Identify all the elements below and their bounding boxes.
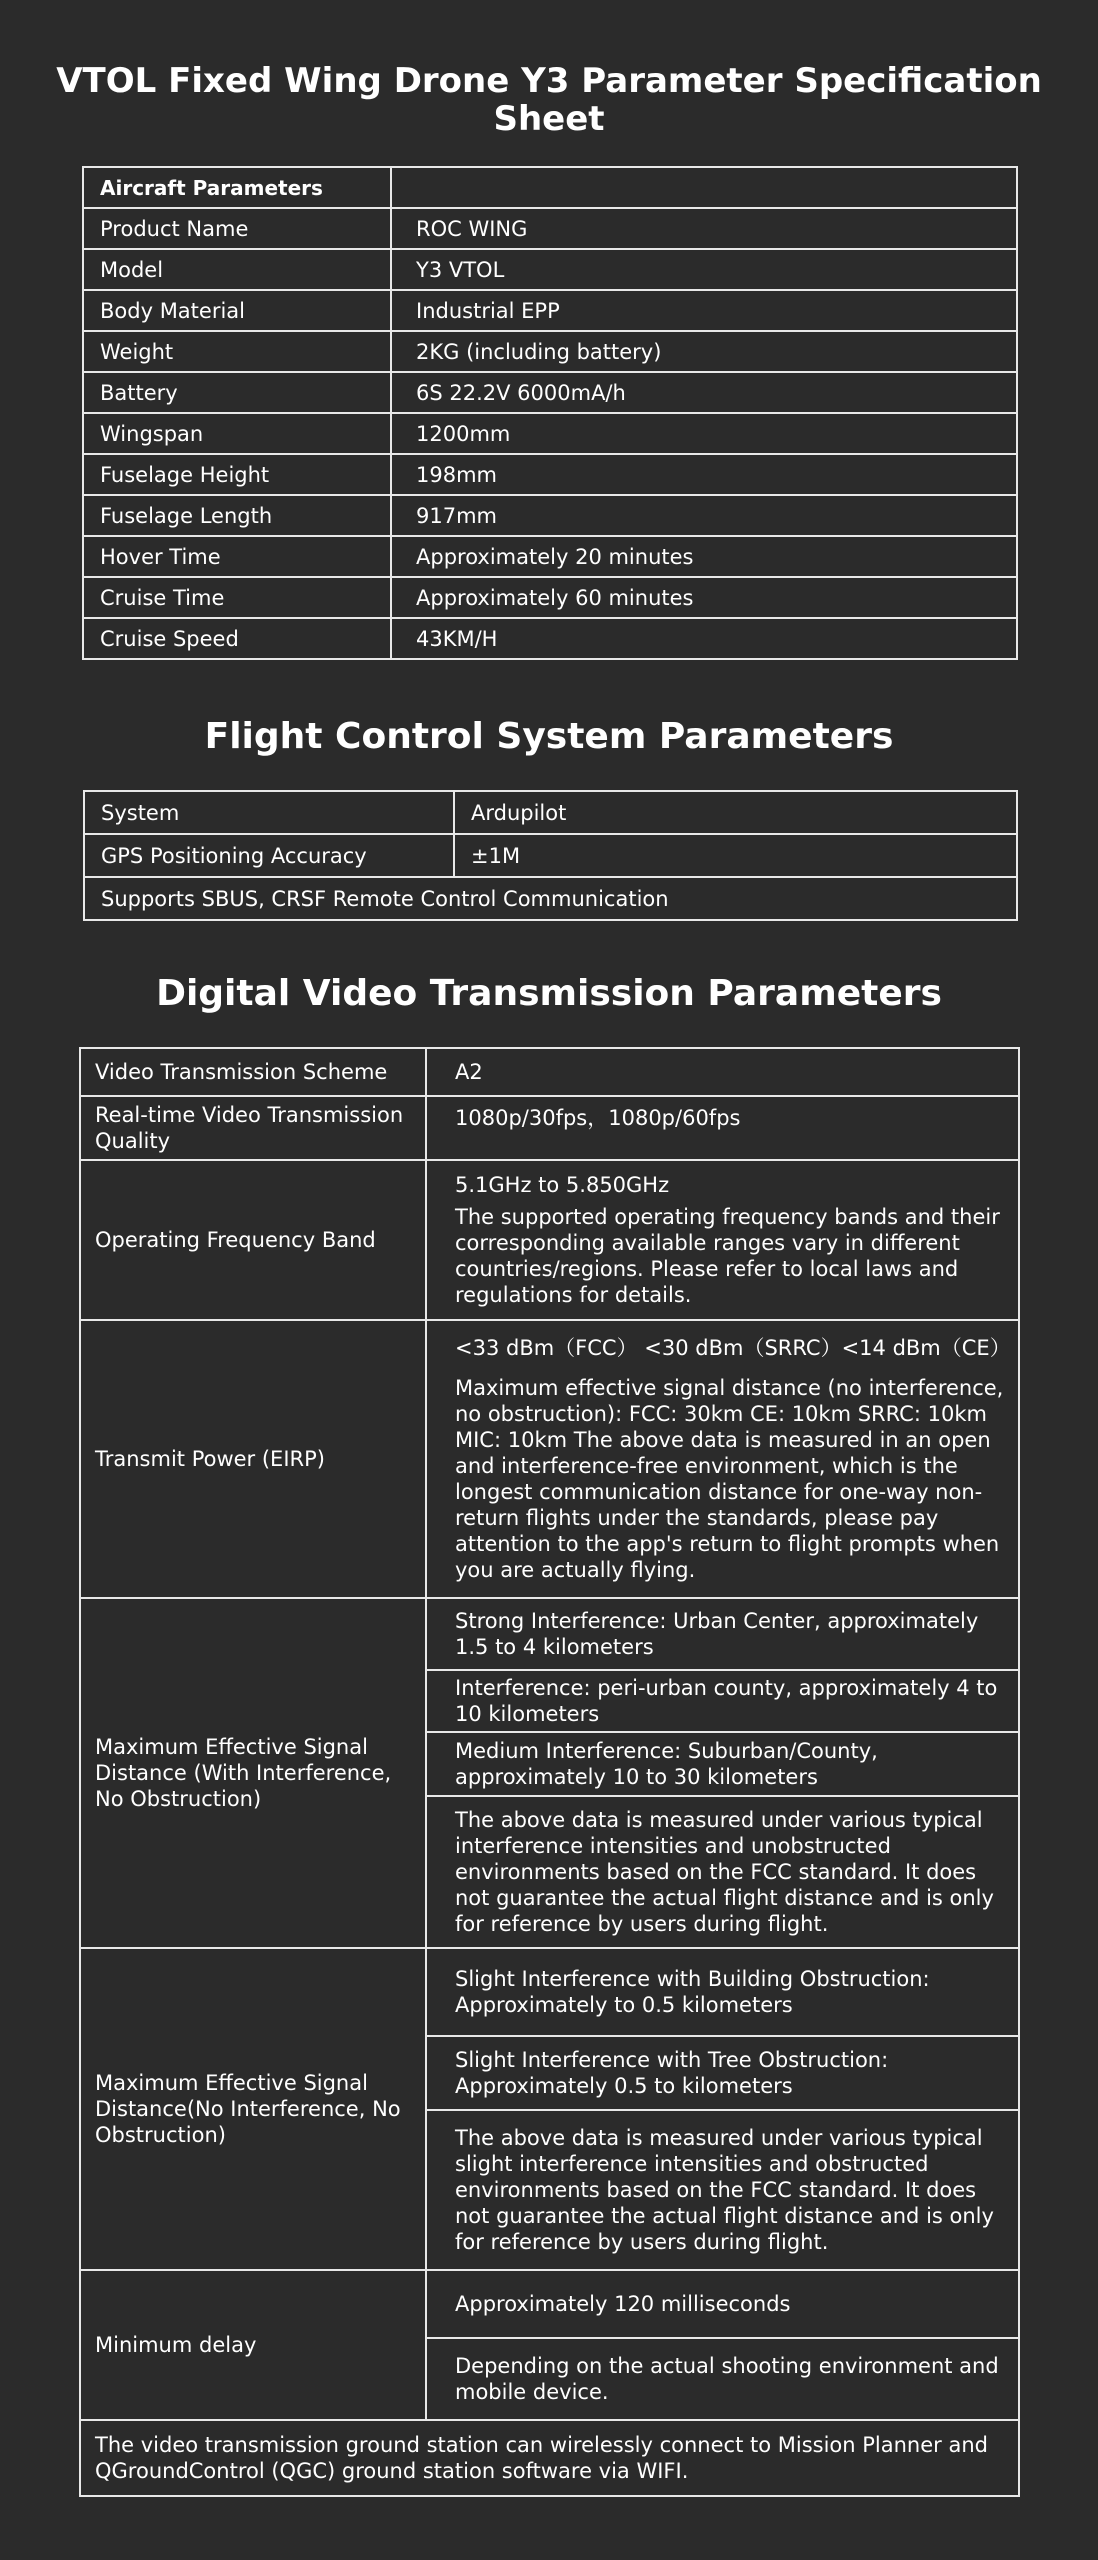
table-row — [83, 290, 1017, 331]
section-title: Digital Video Transmission Parameters — [156, 973, 942, 1014]
table-row — [84, 834, 1017, 877]
param-note: The above data is measured under various typical slight interference intensities and obstructed environments based on the FCC standard. It does not guarantee the actual flight distance and is only for reference by users during flight. — [426, 2110, 1019, 2270]
param-label: Weight — [83, 331, 391, 372]
table-row — [83, 495, 1017, 536]
param-label: Transmit Power (EIRP) — [80, 1320, 426, 1598]
table-row — [80, 1048, 1019, 1096]
param-label: Real-time Video Transmission Quality — [80, 1096, 426, 1160]
param-label: System — [84, 791, 454, 834]
empty-cell — [391, 167, 1017, 208]
param-value: Approximately 120 milliseconds — [426, 2270, 1019, 2338]
param-value-cell — [426, 1320, 1019, 1598]
table-row — [83, 413, 1017, 454]
param-value: ROC WING — [391, 208, 1017, 249]
table-row — [80, 2420, 1019, 2496]
param-note: Maximum effective signal distance (no interference, no obstruction): FCC: 30km CE: 10km SRRC: 10km MIC: 10km The above data is measured in an open and interference-free environment, which is the longest communication distance for one-way non-return flights under the standards, please pay attention to the app's return to flight prompts when you are actually flying. — [455, 1376, 1004, 1582]
param-value: Slight Interference with Tree Obstruction: Approximately 0.5 to kilometers — [426, 2036, 1019, 2110]
param-note: The video transmission ground station can wirelessly connect to Mission Planner and QGroundControl (QGC) ground station software via WIFI. — [80, 2420, 1019, 2496]
param-label: Operating Frequency Band — [80, 1160, 426, 1320]
param-value: 5.1GHz to 5.850GHz — [455, 1173, 670, 1197]
param-label: Video Transmission Scheme — [80, 1048, 426, 1096]
param-value: 43KM/H — [391, 618, 1017, 659]
param-label: Model — [83, 249, 391, 290]
table-row — [80, 2270, 1019, 2338]
param-note: The above data is measured under various typical interference intensities and unobstructed environments based on the FCC standard. It does not guarantee the actual flight distance and is only for reference by users during flight. — [426, 1796, 1019, 1948]
param-label: Fuselage Length — [83, 495, 391, 536]
section-header: Aircraft Parameters — [83, 167, 391, 208]
param-label: Hover Time — [83, 536, 391, 577]
table-row — [83, 536, 1017, 577]
param-label: Wingspan — [83, 413, 391, 454]
table-row — [80, 1160, 1019, 1320]
table-row — [83, 372, 1017, 413]
param-note: Depending on the actual shooting environment and mobile device. — [426, 2338, 1019, 2420]
param-value: Medium Interference: Suburban/County, approximately 10 to 30 kilometers — [426, 1732, 1019, 1796]
param-note: Supports SBUS, CRSF Remote Control Communication — [84, 877, 1017, 920]
param-label: Maximum Effective Signal Distance (With Interference, No Obstruction) — [80, 1598, 426, 1948]
table-row — [84, 791, 1017, 834]
table-row — [83, 167, 1017, 208]
video-transmission-table — [79, 1047, 1020, 2497]
param-value: 2KG (including battery) — [391, 331, 1017, 372]
flight-control-table — [83, 790, 1018, 921]
param-value: A2 — [426, 1048, 1019, 1096]
param-value: ±1M — [454, 834, 1017, 877]
param-value: Slight Interference with Building Obstruction: Approximately to 0.5 kilometers — [426, 1948, 1019, 2036]
table-row — [80, 1320, 1019, 1598]
param-value: Strong Interference: Urban Center, approximately 1.5 to 4 kilometers — [426, 1598, 1019, 1670]
param-value: <33 dBm（FCC） <30 dBm（SRRC）<14 dBm（CE） — [455, 1336, 1011, 1360]
table-row — [83, 577, 1017, 618]
section-title: Flight Control System Parameters — [204, 716, 894, 757]
param-value: 1200mm — [391, 413, 1017, 454]
param-label: Product Name — [83, 208, 391, 249]
param-value: 917mm — [391, 495, 1017, 536]
param-value: 6S 22.2V 6000mA/h — [391, 372, 1017, 413]
table-row — [83, 249, 1017, 290]
table-row — [80, 1948, 1019, 2036]
param-label: Maximum Effective Signal Distance(No Interference, No Obstruction) — [80, 1948, 426, 2270]
aircraft-parameters-table — [82, 166, 1018, 660]
table-row — [80, 1096, 1019, 1160]
table-row — [83, 618, 1017, 659]
param-value: Y3 VTOL — [391, 249, 1017, 290]
table-row — [83, 454, 1017, 495]
param-value-cell — [426, 1160, 1019, 1320]
param-label: Body Material — [83, 290, 391, 331]
table-row — [83, 208, 1017, 249]
param-label: Cruise Speed — [83, 618, 391, 659]
table-row — [84, 877, 1017, 920]
param-value: Ardupilot — [454, 791, 1017, 834]
param-label: GPS Positioning Accuracy — [84, 834, 454, 877]
param-value: Approximately 60 minutes — [391, 577, 1017, 618]
param-value: 198mm — [391, 454, 1017, 495]
param-value: Approximately 20 minutes — [391, 536, 1017, 577]
param-value: Interference: peri-urban county, approximately 4 to 10 kilometers — [426, 1670, 1019, 1732]
table-row — [83, 331, 1017, 372]
page-title: VTOL Fixed Wing Drone Y3 Parameter Specification Sheet — [56, 61, 1042, 139]
table-row — [80, 1598, 1019, 1670]
param-value: 1080p/30fps，1080p/60fps — [426, 1096, 1019, 1160]
param-label: Battery — [83, 372, 391, 413]
param-label: Cruise Time — [83, 577, 391, 618]
param-label: Minimum delay — [80, 2270, 426, 2420]
param-label: Fuselage Height — [83, 454, 391, 495]
param-value: Industrial EPP — [391, 290, 1017, 331]
param-note: The supported operating frequency bands and their corresponding available ranges vary in different countries/regions. Please refer to local laws and regulations for details. — [455, 1205, 1000, 1307]
